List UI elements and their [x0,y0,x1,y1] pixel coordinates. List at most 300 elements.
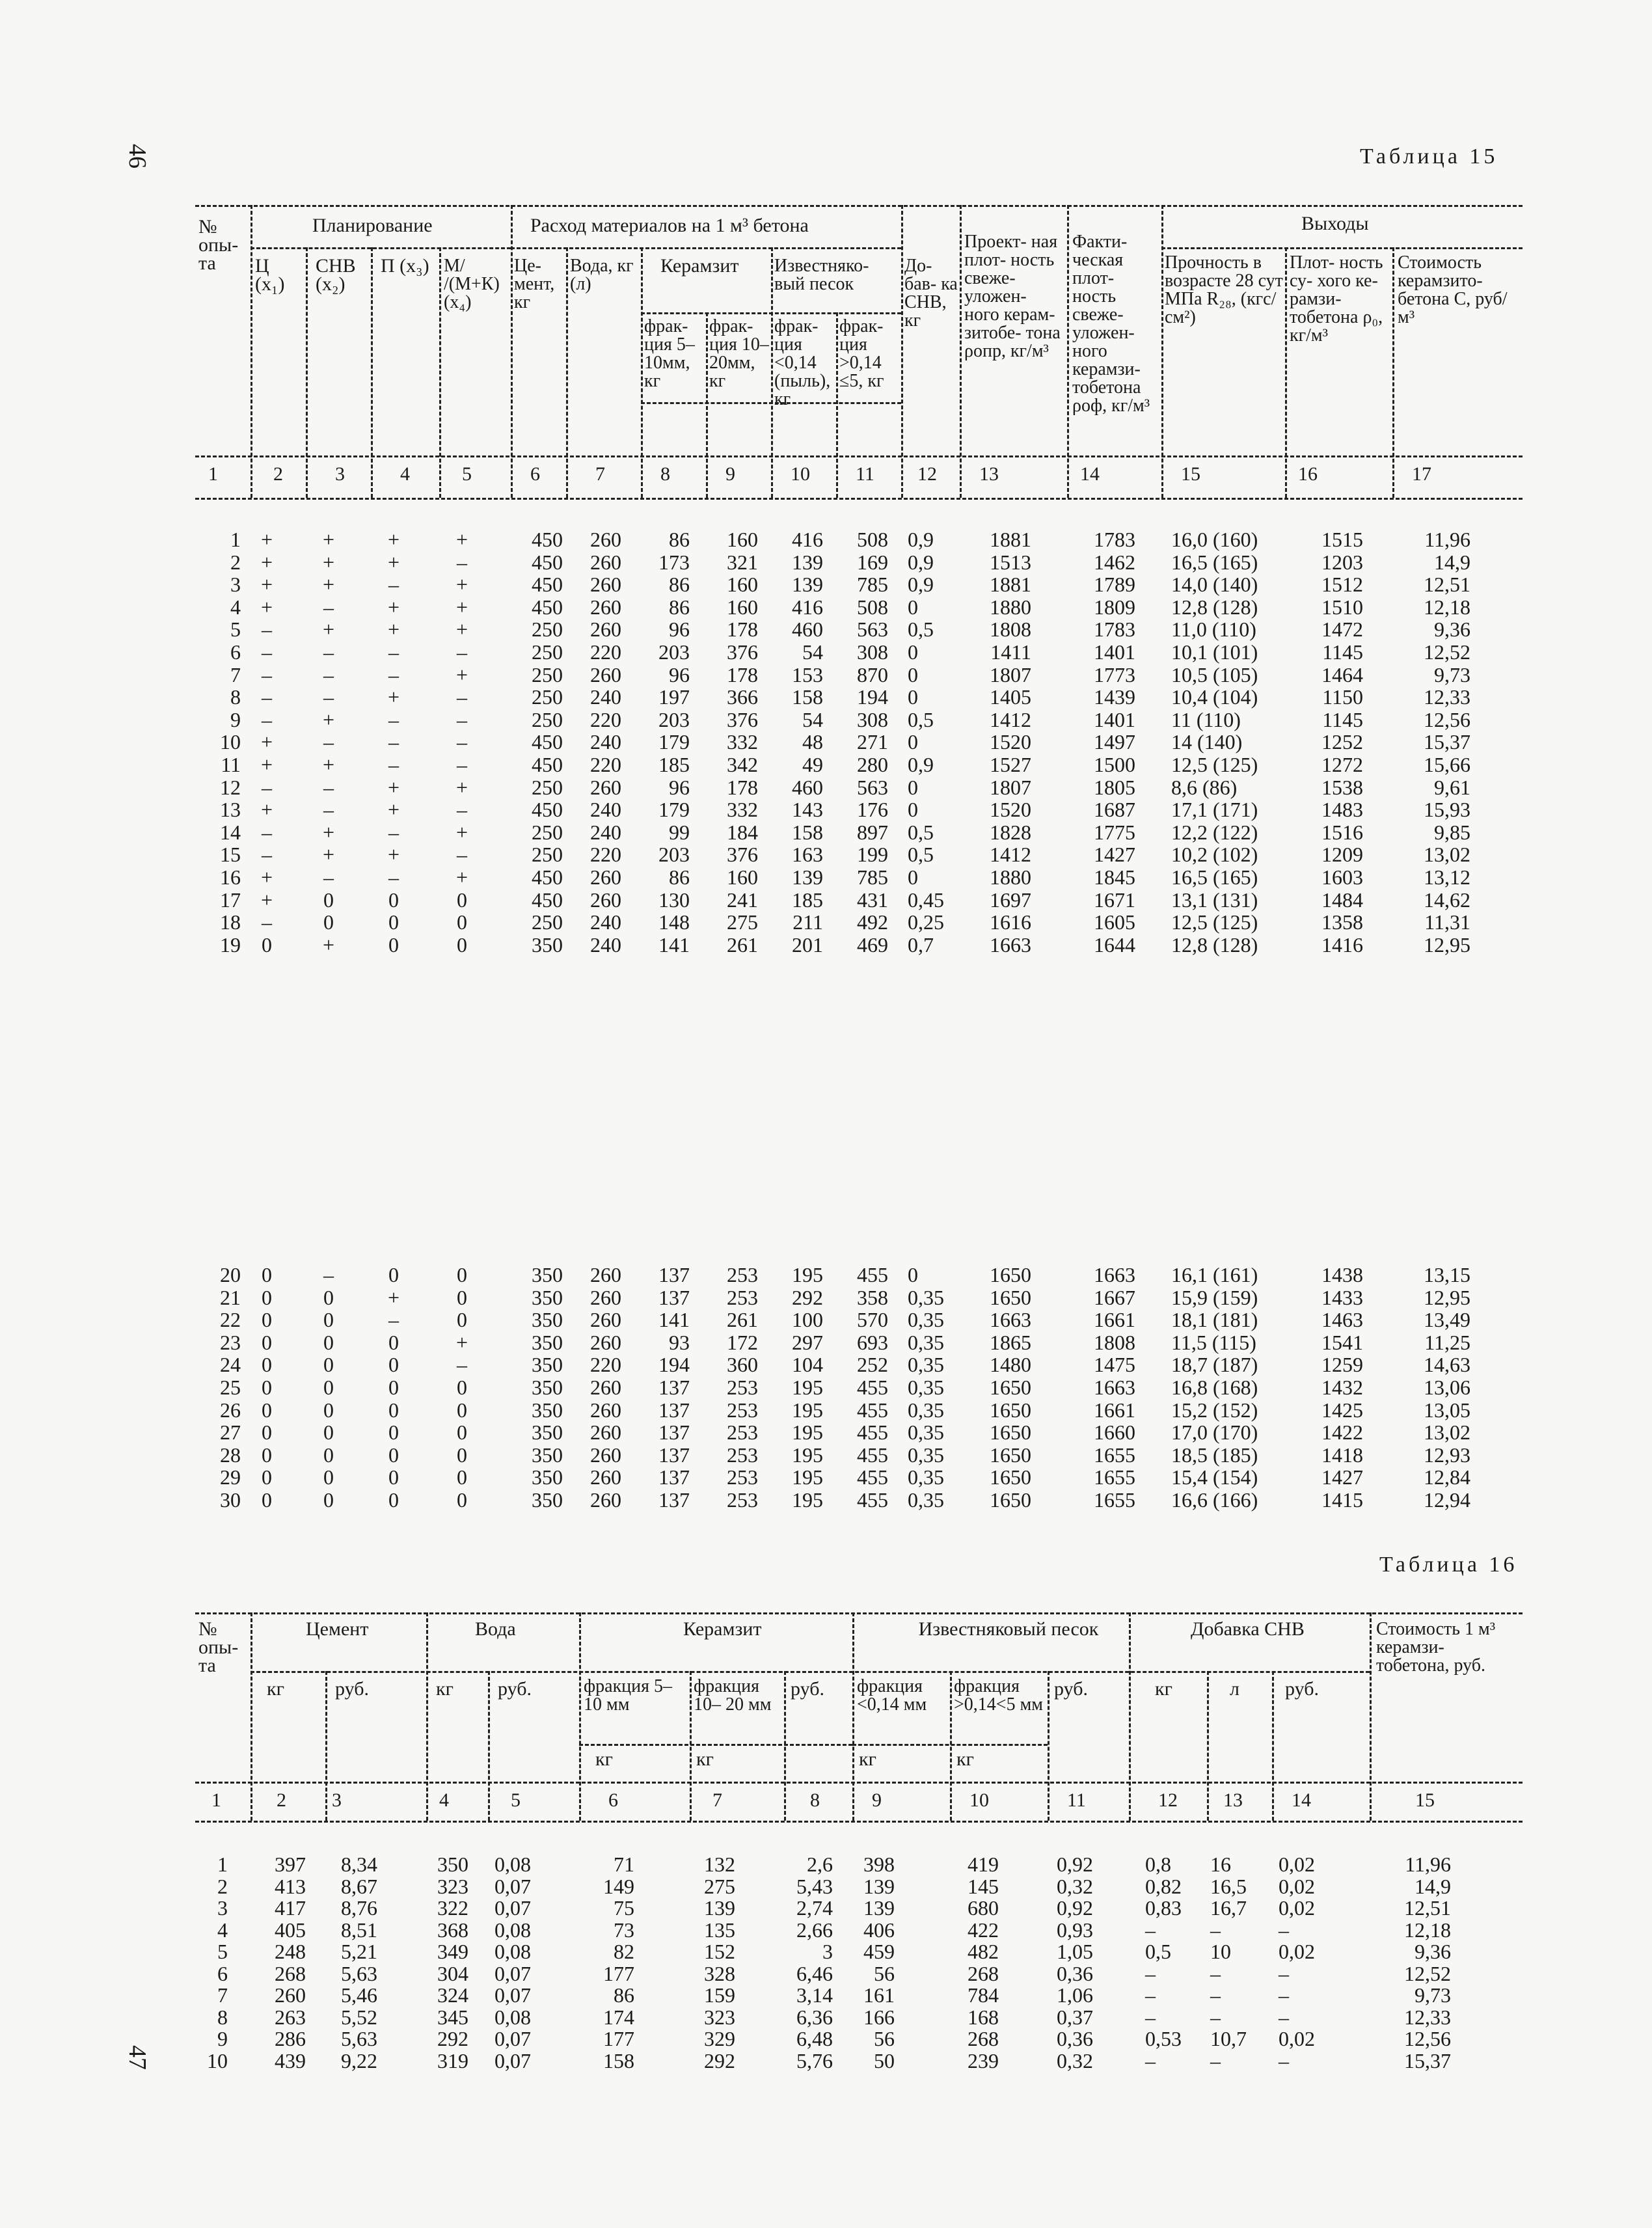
table-cell: – [323,775,334,799]
table-cell: 450 [532,798,563,822]
table-cell: 0,36 [1057,1961,1093,1985]
table-cell: 9,73 [1434,662,1470,686]
table-cell: 27 [220,1420,241,1445]
table-cell: 15,37 [1424,730,1470,754]
table-cell: 15,2 (152) [1171,1398,1258,1422]
table-cell: 10,5 (105) [1171,662,1258,686]
t15-h-limestone: Известняко- вый песок [774,256,869,294]
t16-colnum-6: 6 [608,1789,618,1811]
table-cell: 71 [614,1853,634,1876]
table-cell: 30 [220,1488,241,1512]
table-cell: 1401 [1094,707,1135,731]
table-cell: – [262,820,272,844]
t16-colnum-15: 15 [1415,1789,1435,1811]
table-cell: 14,62 [1424,888,1470,912]
table-cell: – [1279,1961,1289,1985]
table-cell: 137 [658,1376,690,1399]
table-cell: 350 [532,1488,563,1512]
t16-h-kg-c: кг [859,1748,876,1770]
table-cell: 1881 [990,528,1031,551]
table-cell: 268 [275,1961,306,1985]
table-cell: 1808 [990,618,1031,642]
table-cell: 12,93 [1424,1443,1470,1467]
table-cell: 185 [792,888,823,912]
t15-colnum-13: 13 [979,463,999,485]
table-cell: 252 [857,1353,888,1377]
table-cell: – [1210,1983,1221,2007]
table-cell: 332 [727,798,758,822]
table-cell: 1412 [990,843,1031,867]
table-cell: 1880 [990,595,1031,619]
table-cell: 8 [217,2005,228,2029]
table-cell: 398 [863,1853,895,1876]
table-cell: 13,06 [1424,1376,1470,1399]
table-cell: 0,36 [1057,2027,1093,2050]
table-cell: 0 [262,1263,272,1286]
table-cell: 1464 [1321,662,1363,686]
table-cell: 1697 [990,888,1031,912]
table-cell: 12,5 (125) [1171,910,1258,934]
table-cell: 0 [262,1376,272,1399]
table-cell: 9,61 [1434,775,1470,799]
table-cell: 450 [532,595,563,619]
table-cell: 1484 [1321,888,1363,912]
table-cell: 0,25 [908,910,944,934]
table-cell: 11,31 [1424,910,1470,934]
t16-h-kg-d: кг [956,1748,974,1770]
table-cell: + [322,550,335,574]
table-cell: – [388,820,399,844]
table-cell: + [322,820,335,844]
table-cell: 5 [217,1940,228,1963]
table-cell: 139 [792,865,823,889]
t16-h-frac-5-10: фракция 5–10 мм [584,1676,673,1715]
table-cell: 17,0 (170) [1171,1420,1258,1445]
table-cell: 203 [658,640,690,664]
table-cell: 220 [590,1353,621,1377]
table-cell: 342 [727,753,758,776]
table-cell: 0,83 [1145,1896,1182,1920]
table-cell: 49 [802,753,823,776]
table-cell: 508 [857,595,888,619]
table-cell: 332 [727,730,758,754]
table-cell: 0 [908,640,918,664]
table-cell: 240 [590,932,621,957]
table-cell: 1515 [1321,528,1363,551]
table-cell: 10 [207,2048,228,2072]
table-cell: 25 [220,1376,241,1399]
table-cell: 12,5 (125) [1171,753,1258,776]
table-cell: 163 [792,843,823,867]
table-cell: 0 [457,932,467,957]
table-cell: 250 [532,685,563,709]
table-cell: 253 [727,1376,758,1399]
table-cell: – [1210,2005,1221,2029]
t15-h-frac-lt014: фрак- ция <0,14 (пыль), кг [774,316,831,409]
table-cell: 197 [658,685,690,709]
table-cell: 82 [614,1940,634,1963]
t15-h-additive: До- бав- ка СНВ, кг [904,256,958,331]
table-cell: 178 [727,662,758,686]
table-cell: 203 [658,707,690,731]
t16-h-water-kg: кг [436,1678,454,1700]
table-cell: 0,9 [908,753,934,776]
table-cell: 1145 [1322,640,1363,664]
table-cell: 11,5 (115) [1171,1330,1256,1354]
table-cell: 0,35 [908,1443,944,1467]
table-cell: 13 [220,798,241,822]
t16-h-keramzit: Керамзит [683,1618,762,1640]
table-cell: 1650 [990,1420,1031,1445]
table-cell: 104 [792,1353,823,1377]
table-cell: 13,05 [1424,1398,1470,1422]
t16-colnum-11: 11 [1067,1789,1086,1811]
table-cell: 0,02 [1279,1874,1315,1898]
t15-h-c: Ц (x₁) [255,255,285,295]
page-number-top: 46 [124,144,151,169]
table-cell: 693 [857,1330,888,1354]
table-cell: 96 [669,775,690,799]
table-cell: 12 [220,775,241,799]
table-cell: 15,93 [1424,798,1470,822]
table-cell: 17 [220,888,241,912]
t16-h-frac-lt014: фракция <0,14 мм [857,1676,927,1715]
table-cell: 263 [275,2005,306,2029]
table-cell: 1773 [1094,662,1135,686]
table-cell: 153 [792,662,823,686]
table-cell: 0,32 [1057,1874,1093,1898]
table-cell: 275 [704,1874,735,1898]
table-cell: 250 [532,618,563,642]
table-cell: 0 [388,1488,399,1512]
table-cell: 0,08 [494,1940,531,1963]
table-cell: 469 [857,932,888,957]
table-cell: 1259 [1321,1353,1363,1377]
table-cell: 0 [388,1398,399,1422]
table-cell: 173 [658,550,690,574]
table-cell: 376 [727,707,758,731]
table-cell: 0 [388,1443,399,1467]
table-cell: 13,02 [1424,843,1470,867]
t15-h-fact-density: Факти- ческая плот- ность свеже- уложен- ного керамзи- тобетона ρоф, кг/м³ [1072,232,1150,416]
table-cell: 16,6 (166) [1171,1488,1258,1512]
table16-title: Таблица 16 [1379,1553,1518,1577]
table-cell: 366 [727,685,758,709]
t15-h-dry-density: Плот- ность су- хого ке- рамзи- тобетона ρ₀, кг/м³ [1290,252,1383,346]
table-cell: 260 [590,1285,621,1309]
table-cell: 0 [323,1353,334,1377]
table-cell: 195 [792,1398,823,1422]
table-cell: 1650 [990,1376,1031,1399]
table-cell: 0 [323,910,334,934]
table-cell: 0 [457,1308,467,1332]
table-cell: 240 [590,798,621,822]
table-cell: 0,5 [908,618,934,642]
table-cell: 56 [874,1961,895,1985]
table-cell: 73 [614,1918,634,1942]
table-cell: – [323,798,334,822]
table-cell: – [457,843,467,867]
table-cell: 1145 [1322,707,1363,731]
table-cell: 784 [968,1983,999,2007]
table-cell: – [388,662,399,686]
table-cell: 7 [230,662,241,686]
table-cell: 0 [388,1353,399,1377]
table-cell: + [455,775,468,799]
table-cell: 492 [857,910,888,934]
table-cell: – [323,685,334,709]
table-cell: 1538 [1321,775,1363,799]
table-cell: 86 [669,528,690,551]
table-cell: 1150 [1322,685,1363,709]
t16-h-kg-a: кг [595,1748,613,1770]
table-cell: 139 [863,1896,895,1920]
t15-colnum-10: 10 [791,463,810,485]
table-cell: 158 [792,685,823,709]
table-cell: + [455,595,468,619]
table-cell: 0 [323,1285,334,1309]
table-cell: – [1210,1961,1221,1985]
table-cell: 0,07 [494,1961,531,1985]
table-cell: 250 [532,640,563,664]
table-cell: 9 [230,707,241,731]
table-cell: 10,1 (101) [1171,640,1258,664]
table-cell: 248 [275,1940,306,1963]
table-cell: 0 [262,1285,272,1309]
table-cell: – [1145,2005,1156,2029]
table-cell: 18 [220,910,241,934]
table-cell: 28 [220,1443,241,1467]
table-cell: 12,52 [1404,1961,1451,1985]
table-cell: 1520 [990,730,1031,754]
table-cell: 1655 [1094,1465,1135,1489]
table-cell: + [387,1285,400,1309]
table-cell: 1661 [1094,1398,1135,1422]
table-cell: 350 [532,1398,563,1422]
table-cell: 16,5 [1210,1874,1247,1898]
table-cell: 260 [590,573,621,597]
t15-colnum-7: 7 [595,463,605,485]
table-cell: 0,02 [1279,1940,1315,1963]
table-cell: 0,37 [1057,2005,1093,2029]
table-cell: 0,07 [494,2048,531,2072]
table-cell: 0,08 [494,1918,531,1942]
table-cell: 1433 [1321,1285,1363,1309]
t15-h-outputs: Выходы [1301,213,1369,234]
t16-h-frac-gt014: >0,14<5 мм [954,1694,1044,1715]
table-cell: 260 [275,1983,306,2007]
t16-h-frac-10-20: фракция 10– 20 мм [694,1676,772,1715]
table-cell: 18,7 (187) [1171,1353,1258,1377]
t15-h-strength: Прочность в возрасте 28 сут МПа R₂₈, (кгс/см²) [1165,252,1283,327]
table-cell: 1427 [1094,843,1135,867]
table-cell: 179 [658,730,690,754]
table-cell: 16,7 [1210,1896,1247,1920]
table-cell: 75 [614,1896,634,1920]
table-cell: – [388,730,399,754]
table-cell: – [388,707,399,731]
table-cell: 11 (110) [1171,707,1241,731]
table-cell: 0,02 [1279,1896,1315,1920]
t16-colnum-4: 4 [439,1789,449,1811]
table-cell: 159 [704,1983,735,2007]
table-cell: 1687 [1094,798,1135,822]
table-cell: 0 [457,1420,467,1445]
table-cell: 3,14 [796,1983,833,2007]
table-cell: 240 [590,820,621,844]
t16-colnum-14: 14 [1292,1789,1311,1811]
table-cell: 0,82 [1145,1874,1182,1898]
table-cell: 260 [590,1420,621,1445]
table-cell: 2 [217,1874,228,1898]
table-cell: 1427 [1321,1465,1363,1489]
table-cell: 15 [220,843,241,867]
table-cell: 0 [457,1376,467,1399]
table-cell: 240 [590,685,621,709]
table-cell: 9,22 [341,2048,377,2072]
table-cell: 20 [220,1263,241,1286]
table-cell: 8,76 [341,1896,377,1920]
table-cell: – [457,685,467,709]
table-cell: 1483 [1321,798,1363,822]
table-cell: 10,2 (102) [1171,843,1258,867]
table-cell: 439 [275,2048,306,2072]
table-cell: 179 [658,798,690,822]
table-cell: 12,18 [1424,595,1470,619]
table-cell: 260 [590,1308,621,1332]
table-cell: 0 [908,685,918,709]
table-cell: 48 [802,730,823,754]
table-cell: 1775 [1094,820,1135,844]
table-cell: 0 [388,888,399,912]
table-cell: 54 [802,640,823,664]
t15-colnum-12: 12 [917,463,937,485]
t16-h-additive-l: л [1230,1678,1239,1700]
table-cell: 1655 [1094,1488,1135,1512]
table-cell: 139 [863,1874,895,1898]
table-cell: 132 [704,1853,735,1876]
table-cell: + [387,528,400,551]
table-cell: 260 [590,888,621,912]
table-cell: 1463 [1321,1308,1363,1332]
t16-h-cement-rub: руб. [335,1678,369,1700]
table-cell: 166 [863,2005,895,2029]
table-cell: 1418 [1321,1443,1363,1467]
table-cell: 297 [792,1330,823,1354]
table-cell: 350 [532,932,563,957]
table-cell: – [262,843,272,867]
table-cell: 1805 [1094,775,1135,799]
t15-colnum-15: 15 [1181,463,1200,485]
table-cell: 350 [532,1308,563,1332]
table-cell: – [323,865,334,889]
table-cell: – [1210,2048,1221,2072]
table-cell: 220 [590,843,621,867]
table-cell: 8,67 [341,1874,377,1898]
table-cell: 0 [457,1443,467,1467]
table-cell: 292 [437,2027,468,2050]
t16-h-kg-b: кг [696,1748,714,1770]
table-cell: 5,21 [341,1940,377,1963]
table-cell: 253 [727,1285,758,1309]
table-cell: 0 [388,1420,399,1445]
table-cell: – [262,685,272,709]
table-cell: 260 [590,528,621,551]
table-cell: 178 [727,775,758,799]
table-cell: 14,63 [1424,1353,1470,1377]
table-cell: 0 [908,730,918,754]
table-cell: 260 [590,775,621,799]
table-cell: 460 [792,618,823,642]
table-cell: 1783 [1094,618,1135,642]
table-cell: 176 [857,798,888,822]
table-cell: 86 [669,595,690,619]
table-cell: 450 [532,550,563,574]
table-cell: 9,36 [1434,618,1470,642]
table-cell: + [260,528,273,551]
table-cell: 169 [857,550,888,574]
table-cell: 460 [792,775,823,799]
table-cell: 785 [857,865,888,889]
table15-title: Таблица 15 [1360,144,1498,169]
table-cell: 0 [388,910,399,934]
table-cell: 11 [221,753,241,776]
t15-colnum-16: 16 [1298,463,1318,485]
t15-h-water: Вода, кг (л) [570,256,634,294]
table-cell: 413 [275,1874,306,1898]
table-cell: + [455,1330,468,1354]
table-cell: 455 [857,1376,888,1399]
table-cell: 10 [220,730,241,754]
table-cell: 260 [590,1488,621,1512]
table-cell: + [455,573,468,597]
table-cell: – [388,573,399,597]
table-cell: 785 [857,573,888,597]
table-cell: 1480 [990,1353,1031,1377]
table-cell: 143 [792,798,823,822]
table-cell: 8,34 [341,1853,377,1876]
table-cell: – [323,730,334,754]
table-cell: 1671 [1094,888,1135,912]
t16-colnum-13: 13 [1223,1789,1243,1811]
table-cell: 482 [968,1940,999,1963]
table-cell: 0 [262,1398,272,1422]
table-cell: 0,53 [1145,2027,1182,2050]
table-cell: 10,7 [1210,2027,1247,2050]
table-cell: – [457,753,467,776]
table-cell: 0 [323,1308,334,1332]
table-cell: 275 [727,910,758,934]
table-cell: 195 [792,1420,823,1445]
table-cell: 12,95 [1424,932,1470,957]
table-cell: 1644 [1094,932,1135,957]
table-cell: 137 [658,1398,690,1422]
table-cell: 93 [669,1330,690,1354]
table-cell: 130 [658,888,690,912]
t15-h-m: М/ /(М+К) (x₄) [444,256,500,312]
table-cell: 1616 [990,910,1031,934]
table-cell: 0,93 [1057,1918,1093,1942]
table-cell: 2,6 [807,1853,833,1876]
table-cell: – [388,865,399,889]
table-cell: 0 [262,1420,272,1445]
table-cell: 1807 [990,775,1031,799]
table-cell: + [260,550,273,574]
table-cell: 680 [968,1896,999,1920]
table-cell: 0,5 [908,820,934,844]
table-cell: 1415 [1321,1488,1363,1512]
table-cell: 241 [727,888,758,912]
